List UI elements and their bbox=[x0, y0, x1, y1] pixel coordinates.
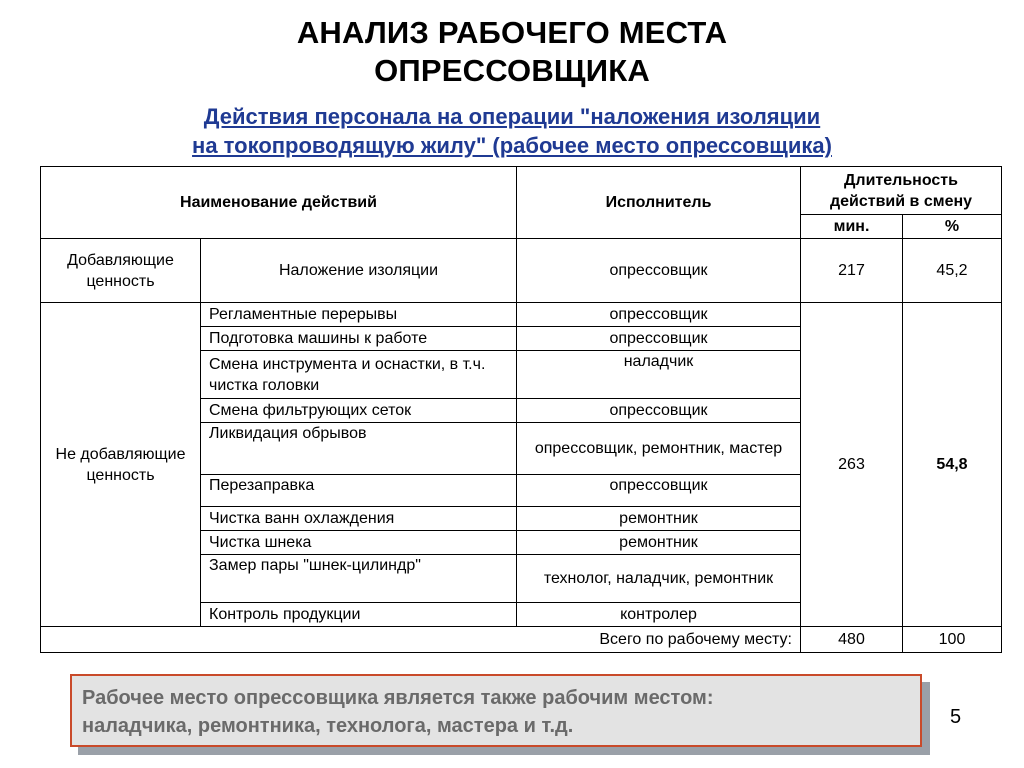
total-percent: 100 bbox=[903, 627, 1002, 653]
performer-cell: ремонтник bbox=[517, 507, 801, 531]
page-title bbox=[0, 14, 1024, 90]
callout-line2: наладчика, ремонтника, технолога, мастера и т.д. bbox=[82, 715, 574, 737]
percent-cell: 45,2 bbox=[903, 239, 1002, 303]
header-percent: % bbox=[903, 215, 1002, 239]
performer-cell: опрессовщик bbox=[517, 475, 801, 507]
page-number: 5 bbox=[950, 706, 962, 728]
page-title-line2: ОПРЕССОВЩИКА bbox=[374, 53, 650, 88]
total-label: Всего по рабочему месту: bbox=[41, 627, 801, 653]
performer-cell: наладчик bbox=[517, 351, 801, 399]
action-cell: Наложение изоляции bbox=[201, 239, 517, 303]
action-cell: Чистка ванн охлаждения bbox=[201, 507, 517, 531]
header-minutes: мин. bbox=[801, 215, 903, 239]
performer-cell: опрессовщик bbox=[517, 399, 801, 423]
performer-cell: контролер bbox=[517, 603, 801, 627]
header-duration bbox=[801, 167, 1002, 215]
table-total-row bbox=[41, 627, 1002, 653]
action-cell: Смена фильтрующих сеток bbox=[201, 399, 517, 423]
action-cell: Чистка шнека bbox=[201, 531, 517, 555]
header-performer: Исполнитель bbox=[517, 167, 801, 239]
table-header-row bbox=[41, 167, 1002, 215]
page-subtitle-line1: Действия персонала на операции "наложения изоляции bbox=[203, 104, 821, 129]
action-cell: Смена инструмента и оснастки, в т.ч. чистка головки bbox=[201, 351, 517, 399]
callout-line1: Рабочее место опрессовщика является также рабочим местом: bbox=[82, 687, 714, 709]
action-cell: Ликвидация обрывов bbox=[201, 423, 517, 475]
minutes-cell: 217 bbox=[801, 239, 903, 303]
performer-cell: опрессовщик bbox=[517, 239, 801, 303]
performer-cell: опрессовщик bbox=[517, 327, 801, 351]
callout-box bbox=[70, 674, 922, 747]
total-minutes: 480 bbox=[801, 627, 903, 653]
minutes-cell: 263 bbox=[801, 303, 903, 627]
action-cell: Регламентные перерывы bbox=[201, 303, 517, 327]
operations-table bbox=[40, 166, 1002, 653]
action-cell: Замер пары "шнек-цилиндр" bbox=[201, 555, 517, 603]
header-duration-line1: Длительность bbox=[844, 171, 958, 189]
action-cell: Перезаправка bbox=[201, 475, 517, 507]
category-value-adding: Добавляющие ценность bbox=[41, 239, 201, 303]
performer-cell: опрессовщик bbox=[517, 303, 801, 327]
performer-cell: ремонтник bbox=[517, 531, 801, 555]
header-duration-line2: действий в смену bbox=[829, 192, 973, 210]
table-row bbox=[41, 303, 1002, 327]
category-non-value-adding: Не добавляющие ценность bbox=[41, 303, 201, 627]
action-cell: Контроль продукции bbox=[201, 603, 517, 627]
page-subtitle-line2: на токопроводящую жилу" (рабочее место опрессовщика) bbox=[192, 133, 832, 158]
performer-cell: опрессовщик, ремонтник, мастер bbox=[517, 423, 801, 475]
page-title-line1: АНАЛИЗ РАБОЧЕГО МЕСТА bbox=[296, 15, 728, 50]
performer-cell: технолог, наладчик, ремонтник bbox=[517, 555, 801, 603]
header-actions: Наименование действий bbox=[41, 167, 517, 239]
table-row bbox=[41, 239, 1002, 303]
action-cell: Подготовка машины к работе bbox=[201, 327, 517, 351]
percent-cell: 54,8 bbox=[903, 303, 1002, 627]
page-subtitle bbox=[0, 102, 1024, 160]
